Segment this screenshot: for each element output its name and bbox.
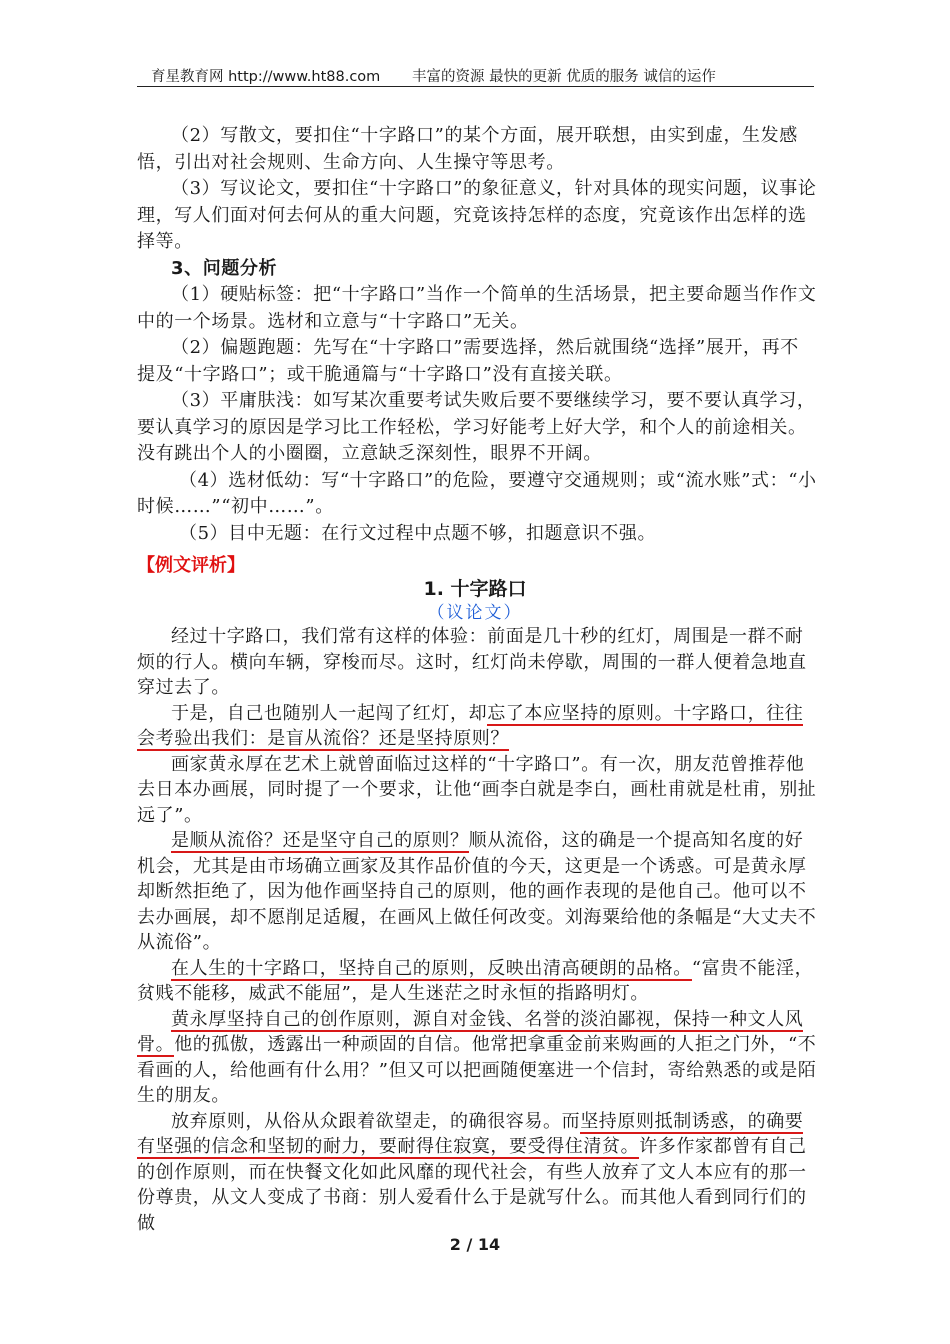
essay-title: 1. 十字路口 <box>423 578 527 600</box>
essay-paragraph <box>137 1109 817 1237</box>
essay-paragraph <box>137 1007 817 1109</box>
section-label: 【例文评析】 <box>137 555 245 576</box>
paragraph: （1）硬贴标签：把“十字路口”当作一个简单的生活场景，把主要命题当作作文中的一个场景。选材和立意与“十字路口”无关。 <box>137 284 817 332</box>
paragraph: （2）写散文，要扣住“十字路口”的某个方面，展开联想，由实到虚，生发感悟，引出对社会规则、生命方向、人生操守等思考。 <box>137 125 798 173</box>
essay-genre: （议论文） <box>427 603 523 623</box>
underlined-text: 在人生的十字路口，坚持自己的原则，反映出清高硬朗的品格。 <box>171 957 692 979</box>
essay-paragraph: 经过十字路口，我们常有这样的体验：前面是几十秒的红灯，周围是一群不耐烦的行人。横向车辆，穿梭而尽。这时，红灯尚未停歇，周围的一群人便着急地直穿过去了。 <box>137 626 807 698</box>
essay-text: 他的孤傲，透露出一种顽固的自信。他常把拿重金前来购画的人拒之门外，“不看画的人，给他画有什么用？”但又可以把画随便塞进一个信封，寄给熟悉的或是陌生的朋友。 <box>137 1034 817 1106</box>
underlined-text: 是顺从流俗？还是坚守自己的原则？ <box>171 830 469 851</box>
page-number <box>0 1235 950 1254</box>
essay-text: “富贵不能淫，贫贱不能移，威武不能屈”，是人生迷茫之时永恒的指路明灯。 <box>137 957 814 1004</box>
underlined-text: 忘了本应坚持的原则。十字路口，往往会考验出我们：是盲从流俗？还是坚持原则？ <box>137 702 804 749</box>
section-heading: 3、问题分析 <box>171 257 278 279</box>
page-header <box>137 62 814 87</box>
page-separator: / <box>460 1235 478 1254</box>
paragraph: （3）平庸肤浅：如写某次重要考试失败后要不要继续学习，要不要认真学习，要认真学习的原因是学习比工作轻松，学习好能考上好大学，和个人的前途相关。没有跳出个人的小圈圈，立意缺乏深刻性，眼界不开阔。 <box>137 390 816 464</box>
paragraph: （4）选材低幼：写“十字路口”的危险，要遵守交通规则；或“流水账”式：“小时候……”“初中……”。 <box>137 469 817 517</box>
underlined-text: 黄永厚坚持自己的创作原则，源自对金钱、名誉的淡泊鄙视，保持一种文人风骨。 <box>137 1008 804 1055</box>
essay-paragraph: 画家黄永厚在艺术上就曾面临过这样的“十字路口”。有一次，朋友范曾推荐他去日本办画展，同时提了一个要求，让他“画李白就是李白，画杜甫就是杜甫，别扯远了”。 <box>137 753 817 826</box>
essay-text: 于是，自己也随别人一起闯了红灯，却 <box>171 702 488 724</box>
underlined-text: 坚持原则抵制诱惑，的确要有坚强的信念和坚韧的耐力，要耐得住寂寞，要受得住清贫。 <box>137 1110 804 1157</box>
header-slogan: 丰富的资源 最快的更新 优质的服务 诚信的运作 <box>412 69 716 85</box>
essay-text: 顺从流俗，这的确是一个提高知名度的好机会，尤其是由市场确立画家及其作品价值的今天，这更是一个诱惑。可是黄永厚却断然拒绝了，因为他作画坚持自己的原则，他的画作表现的是他自己。他可以不去办画展，却不愿削足适履，在画风上做任何改变。刘海粟给他的条幅是“大丈夫不从流俗”。 <box>137 830 817 953</box>
total-pages: 14 <box>477 1235 501 1254</box>
analysis-section <box>137 123 817 547</box>
essay-paragraph <box>137 828 817 956</box>
header-site: 育星教育网 http://www.ht88.com <box>151 69 381 85</box>
essay-text: 放弃原则，从俗从众跟着欲望走，的确很容易。而 <box>171 1110 581 1132</box>
essay-text: 许多作家都曾有自己的创作原则，而在快餐文化如此风靡的现代社会，有些人放弃了文人本应有的那一份尊贵，从文人变成了书商：别人爱看什么于是就写什么。而其他人看到同行们的做 <box>137 1136 807 1234</box>
paragraph: （5）目中无题：在行文过程中点题不够，扣题意识不强。 <box>179 522 657 544</box>
current-page: 2 <box>449 1235 461 1254</box>
essay-paragraph <box>137 956 817 1007</box>
paragraph: （3）写议论文，要扣住“十字路口”的象征意义，针对具体的现实问题，议事论理，写人们面对何去何从的重大问题，究竟该持怎样的态度，究竟该作出怎样的选择等。 <box>137 178 817 252</box>
essay-paragraph <box>137 701 817 752</box>
essay-body <box>137 624 817 1236</box>
paragraph: （2）偏题跑题：先写在“十字路口”需要选择，然后就围绕“选择”展开，再不提及“十字路口”；或干脆通篇与“十字路口”没有直接关联。 <box>137 337 799 385</box>
